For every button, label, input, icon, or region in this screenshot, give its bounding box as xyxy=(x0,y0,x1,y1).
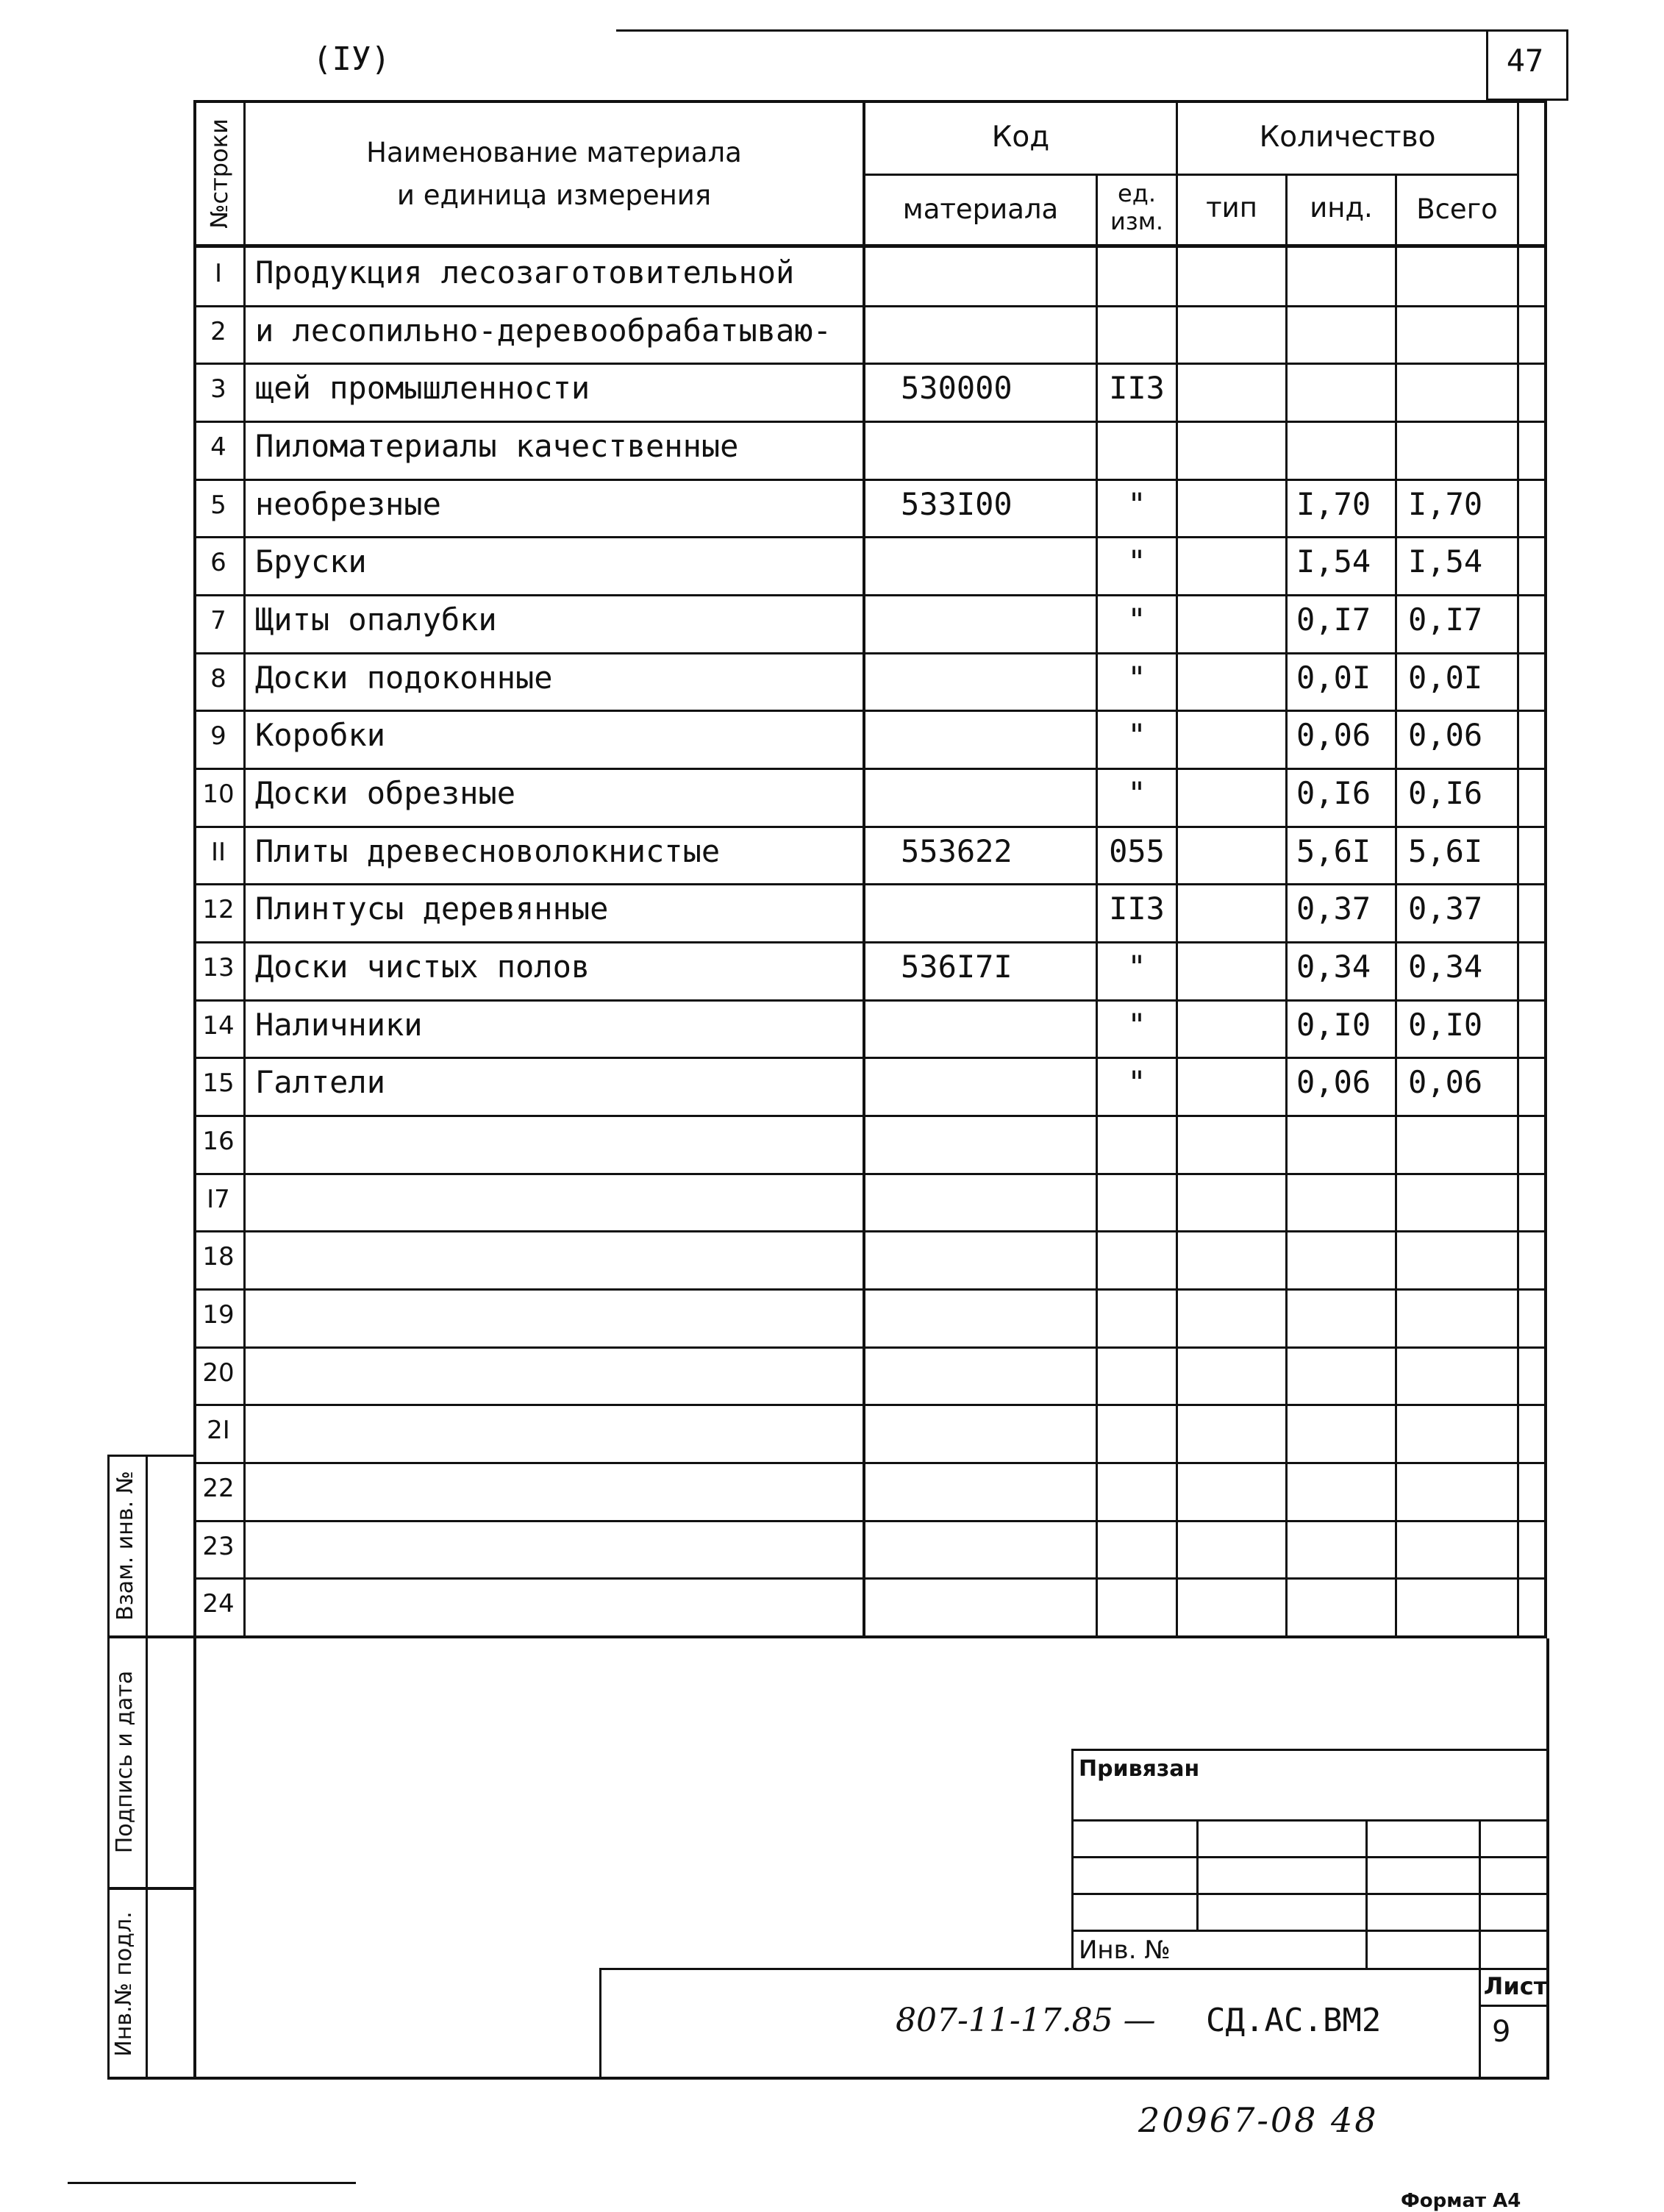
row-number: I xyxy=(214,259,223,288)
material-name: и лесопильно-деревообрабатываю- xyxy=(255,313,832,349)
quantity-total: 0,37 xyxy=(1408,891,1483,927)
table-row xyxy=(193,536,1547,594)
table-row xyxy=(193,1577,1547,1635)
material-name: Доски обрезные xyxy=(255,775,516,811)
unit-code: " xyxy=(1127,775,1146,811)
table-row xyxy=(193,1230,1547,1288)
table-row xyxy=(193,710,1547,768)
column-header-quantity-type: тип xyxy=(1206,192,1257,224)
quantity-total: 0,I7 xyxy=(1408,602,1483,638)
quantity-ind: 0,I7 xyxy=(1296,602,1371,638)
row-number: 4 xyxy=(210,432,226,462)
row-number: 22 xyxy=(202,1474,235,1503)
table-row xyxy=(193,826,1547,884)
column-header-code-unit-line2: изм. xyxy=(1110,207,1164,235)
table-body xyxy=(193,247,1547,1635)
table-row xyxy=(193,883,1547,941)
quantity-ind: I,70 xyxy=(1296,486,1371,522)
table-row xyxy=(193,1115,1547,1173)
table-row xyxy=(193,1057,1547,1115)
quantity-total: 0,I6 xyxy=(1408,775,1483,811)
quantity-ind: 0,34 xyxy=(1296,949,1371,985)
table-row xyxy=(193,999,1547,1057)
unit-code: II3 xyxy=(1109,891,1165,927)
material-name: Щиты опалубки xyxy=(255,602,497,638)
format-label: Формат А4 xyxy=(1401,2190,1521,2212)
material-name: Доски чистых полов xyxy=(255,949,590,985)
table-row xyxy=(193,421,1547,479)
unit-code: " xyxy=(1127,949,1146,985)
table-row xyxy=(193,594,1547,652)
row-number: 9 xyxy=(210,721,226,751)
sheet-label: Лист xyxy=(1483,1972,1548,2000)
quantity-ind: I,54 xyxy=(1296,543,1371,579)
column-header-quantity-ind: инд. xyxy=(1310,192,1373,224)
quantity-total: I,54 xyxy=(1408,543,1483,579)
table-row xyxy=(193,247,1547,305)
material-name: Плинтусы деревянные xyxy=(255,891,609,927)
inv-number-label: Инв. № xyxy=(1079,1936,1171,1965)
materials-table xyxy=(193,100,1547,1638)
row-number: 5 xyxy=(210,490,226,520)
row-number: 3 xyxy=(210,374,226,404)
quantity-ind: 0,I0 xyxy=(1296,1007,1371,1043)
quantity-total: 5,6I xyxy=(1408,833,1483,869)
unit-code: " xyxy=(1127,717,1146,753)
material-name: Плиты древесноволокнистые xyxy=(255,833,721,869)
material-name: Продукция лесозаготовительной xyxy=(255,254,795,290)
material-name: Наличники xyxy=(255,1007,423,1043)
row-number: 15 xyxy=(202,1068,235,1098)
unit-code: " xyxy=(1127,602,1146,638)
material-name: необрезные xyxy=(255,486,441,522)
unit-code: " xyxy=(1127,543,1146,579)
row-number: 14 xyxy=(202,1011,235,1041)
row-number: 6 xyxy=(210,548,226,577)
row-number: 7 xyxy=(210,606,226,635)
designation-code: СД.АС.ВМ2 xyxy=(1206,2002,1382,2039)
column-header-code: Код xyxy=(991,121,1050,154)
footer-rule xyxy=(68,2182,356,2184)
quantity-total: 0,0I xyxy=(1408,660,1483,696)
privyazan-label: Привязан xyxy=(1079,1756,1200,1782)
table-row xyxy=(193,479,1547,537)
quantity-total: 0,06 xyxy=(1408,1064,1483,1100)
material-code: 553622 xyxy=(901,833,1013,869)
material-name: Коробки xyxy=(255,717,386,753)
material-name: Пиломатериалы качественные xyxy=(255,428,739,464)
section-label: (IУ) xyxy=(313,40,390,78)
quantity-ind: 0,37 xyxy=(1296,891,1371,927)
quantity-ind: 0,06 xyxy=(1296,1064,1371,1100)
column-header-code-material: материала xyxy=(902,193,1059,225)
material-name: Бруски xyxy=(255,543,367,579)
quantity-total: 0,I0 xyxy=(1408,1007,1483,1043)
table-row xyxy=(193,1346,1547,1405)
column-header-name-line2: и единица измерения xyxy=(396,179,712,211)
table-row xyxy=(193,363,1547,421)
quantity-total: 0,34 xyxy=(1408,949,1483,985)
row-number: 8 xyxy=(210,664,226,693)
unit-code: " xyxy=(1127,660,1146,696)
column-header-name-line1: Наименование материала xyxy=(366,137,742,168)
quantity-ind: 5,6I xyxy=(1296,833,1371,869)
quantity-total: I,70 xyxy=(1408,486,1483,522)
unit-code: " xyxy=(1127,1007,1146,1043)
signature-date-label: Подпись и дата xyxy=(112,1670,138,1854)
table-row xyxy=(193,305,1547,363)
sheet-number: 9 xyxy=(1492,2015,1511,2049)
row-number: 19 xyxy=(202,1300,235,1330)
material-name: щей промышленности xyxy=(255,370,590,406)
table-row xyxy=(193,1173,1547,1231)
side-stamp xyxy=(107,1455,193,2080)
quantity-ind: 0,06 xyxy=(1296,717,1371,753)
row-number: 20 xyxy=(202,1358,235,1388)
column-header-quantity-total: Всего xyxy=(1416,193,1498,225)
quantity-ind: 0,0I xyxy=(1296,660,1371,696)
designation-handwritten: 807-11-17.85 — xyxy=(896,2002,1156,2039)
table-row xyxy=(193,652,1547,710)
row-number: 18 xyxy=(202,1242,235,1271)
row-number: II xyxy=(210,838,226,867)
column-header-code-unit-line1: ед. xyxy=(1118,179,1156,207)
material-code: 536I7I xyxy=(901,949,1013,985)
table-row xyxy=(193,1404,1547,1462)
table-row xyxy=(193,941,1547,999)
row-number: 12 xyxy=(202,895,235,924)
top-rule xyxy=(616,29,1568,32)
row-number: 13 xyxy=(202,953,235,982)
row-number: I7 xyxy=(207,1185,230,1214)
unit-code: " xyxy=(1127,486,1146,522)
table-row xyxy=(193,1520,1547,1578)
unit-code: 055 xyxy=(1109,833,1165,869)
column-header-row-number: №строки xyxy=(205,118,233,229)
row-number: 10 xyxy=(202,779,235,809)
material-code: 533I00 xyxy=(901,486,1013,522)
table-row xyxy=(193,1462,1547,1520)
quantity-total: 0,06 xyxy=(1408,717,1483,753)
row-number: 2 xyxy=(210,317,226,346)
table-row xyxy=(193,768,1547,826)
archive-number: 20967-08 48 xyxy=(1138,2100,1379,2140)
unit-code: II3 xyxy=(1109,370,1165,406)
unit-code: " xyxy=(1127,1064,1146,1100)
table-row xyxy=(193,1288,1547,1346)
material-code: 530000 xyxy=(901,370,1013,406)
quantity-ind: 0,I6 xyxy=(1296,775,1371,811)
page-number: 47 xyxy=(1506,43,1544,79)
material-name: Галтели xyxy=(255,1064,386,1100)
row-number: 24 xyxy=(202,1589,235,1619)
material-name: Доски подоконные xyxy=(255,660,553,696)
row-number: 16 xyxy=(202,1127,235,1156)
row-number: 23 xyxy=(202,1532,235,1561)
vzam-inv-label: Взам. инв. № xyxy=(113,1471,138,1621)
column-header-quantity: Количество xyxy=(1259,121,1436,154)
row-number: 2I xyxy=(207,1416,230,1445)
inv-podl-label: Инв.№ подл. xyxy=(111,1911,137,2057)
